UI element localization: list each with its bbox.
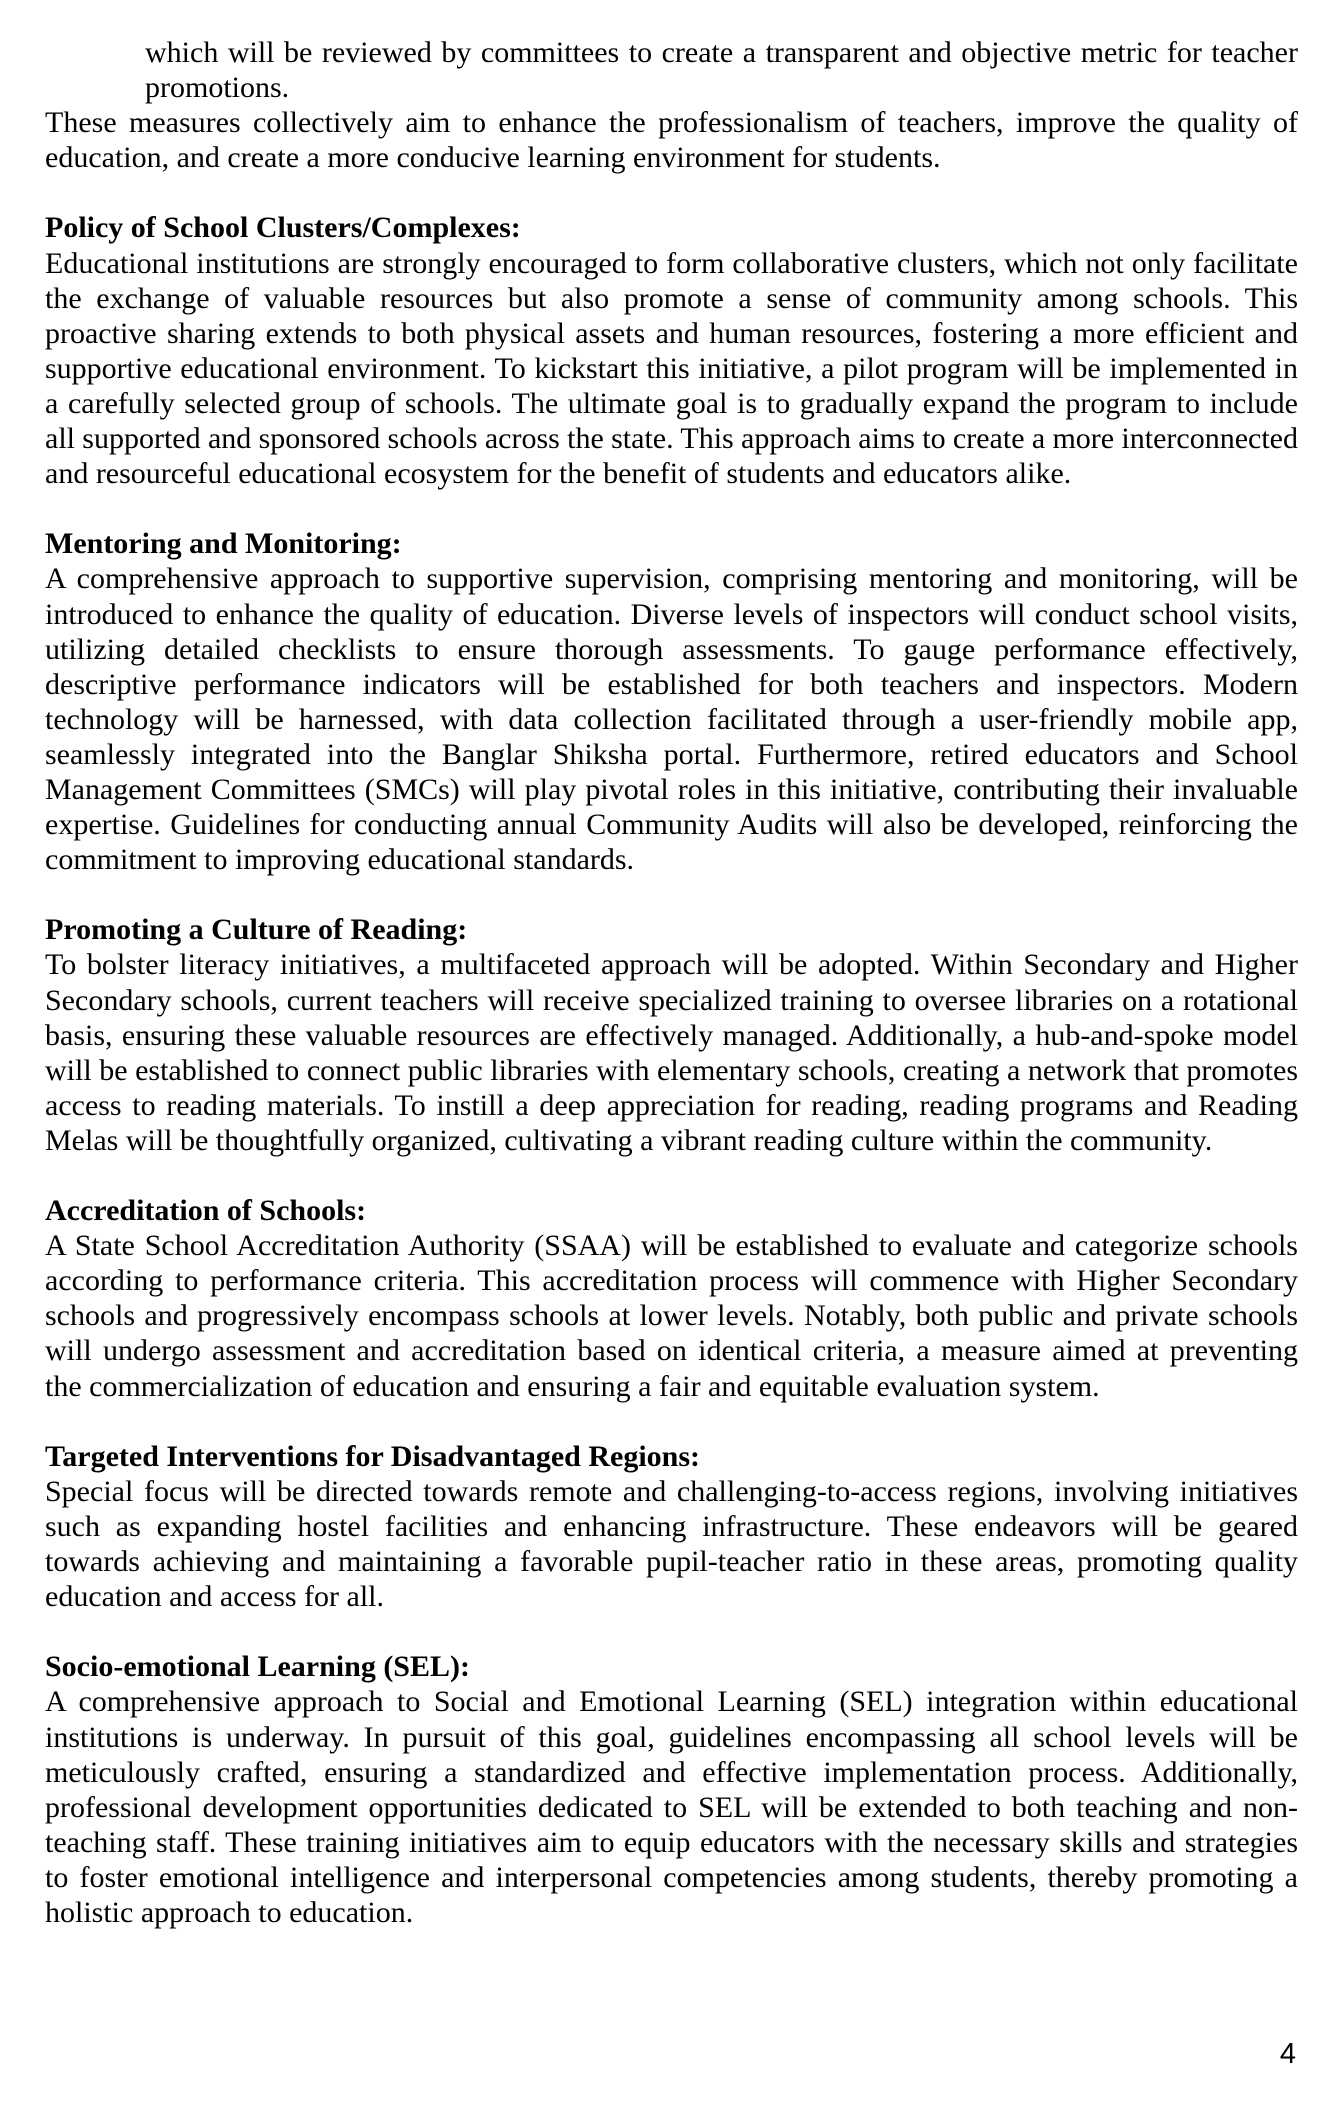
section-paragraph (45, 1474, 1298, 1614)
text-line (45, 456, 1298, 491)
text-line (45, 1544, 1298, 1579)
text-line (45, 386, 1298, 421)
text-line-content: introduced to enhance the quality of education. Diverse levels of inspectors will conduct school visits, (45, 597, 1298, 631)
text-line-content: the exchange of valuable resources but also promote a sense of community among schools. This (45, 281, 1298, 315)
text-line-content: Management Committees (SMCs) will play pivotal roles in this initiative, contributing their invaluable (45, 772, 1298, 806)
text-line (45, 1684, 1298, 1719)
text-line (45, 1369, 1298, 1404)
text-line-content: and resourceful educational ecosystem for the benefit of students and educators alike. (45, 457, 1072, 491)
text-line (45, 281, 1298, 316)
text-line (45, 807, 1298, 842)
text-line-content: To bolster literacy initiatives, a multifaceted approach will be adopted. Within Secondary and Higher (45, 948, 1298, 982)
text-line (45, 842, 1298, 877)
text-line-content: promotions. (145, 71, 290, 105)
text-line-content: utilizing detailed checklists to ensure thorough assessments. To gauge performance effectively, (45, 632, 1298, 666)
text-line (45, 702, 1298, 737)
text-line-content: according to performance criteria. This accreditation process will commence with Higher Secondary (45, 1264, 1298, 1298)
text-line (45, 1860, 1298, 1895)
text-line-content: A comprehensive approach to Social and Emotional Learning (SEL) integration within educational (45, 1685, 1298, 1719)
section-sel (45, 1649, 1298, 1930)
text-line (45, 561, 1298, 596)
section-paragraph (45, 1228, 1298, 1403)
text-line (45, 947, 1298, 982)
text-line (45, 70, 1298, 105)
text-line (45, 1263, 1298, 1298)
section-disadvantaged-regions (45, 1439, 1298, 1614)
text-line (45, 1509, 1298, 1544)
text-line (45, 1790, 1298, 1825)
text-line (45, 140, 1298, 175)
text-line-content: A comprehensive approach to supportive supervision, comprising mentoring and monitoring, will be (45, 562, 1298, 596)
sections (45, 210, 1298, 1930)
text-line (45, 1755, 1298, 1790)
section-paragraph (45, 1684, 1298, 1930)
text-line (45, 632, 1298, 667)
text-line-content: holistic approach to education. (45, 1895, 414, 1929)
text-line (45, 246, 1298, 281)
text-line (45, 1720, 1298, 1755)
text-line (45, 597, 1298, 632)
text-line-content: technology will be harnessed, with data collection facilitated through a user-friendly mobile app, (45, 702, 1298, 736)
section-school-clusters (45, 210, 1298, 491)
text-line-content: which will be reviewed by committees to create a transparent and objective metric for teacher (145, 36, 1298, 69)
section-heading: Targeted Interventions for Disadvantaged Regions: (45, 1439, 701, 1473)
section-culture-of-reading (45, 912, 1298, 1158)
text-line (45, 1825, 1298, 1860)
text-line-content: will undergo assessment and accreditation based on identical criteria, a measure aimed at preventing (45, 1334, 1298, 1368)
section-paragraph (45, 561, 1298, 877)
text-line-content: These measures collectively aim to enhance the professionalism of teachers, improve the quality of (45, 106, 1298, 140)
text-line-content: proactive sharing extends to both physical assets and human resources, fostering a more efficient and (45, 316, 1298, 350)
section-heading: Mentoring and Monitoring: (45, 527, 402, 561)
text-line-content: all supported and sponsored schools across the state. This approach aims to create a more interconnected (45, 422, 1298, 456)
text-line-content: such as expanding hostel facilities and enhancing infrastructure. These endeavors will be geared (45, 1509, 1298, 1543)
section-heading: Socio-emotional Learning (SEL): (45, 1650, 470, 1684)
text-line-content: seamlessly integrated into the Banglar Shiksha portal. Furthermore, retired educators and School (45, 737, 1298, 771)
text-line-content: basis, ensuring these valuable resources are effectively managed. Additionally, a hub-and-spoke model (45, 1018, 1298, 1052)
text-line (45, 983, 1298, 1018)
page-content (45, 35, 1298, 1930)
section-mentoring-monitoring (45, 526, 1298, 877)
text-line-content: schools and progressively encompass schools at lower levels. Notably, both public and private schools (45, 1299, 1298, 1333)
text-line-content: education and access for all. (45, 1580, 385, 1614)
text-line-content: Melas will be thoughtfully organized, cultivating a vibrant reading culture within the community. (45, 1123, 1213, 1157)
text-line-content: Special focus will be directed towards remote and challenging-to-access regions, involving initiatives (45, 1474, 1298, 1508)
list-item-continuation (45, 35, 1298, 105)
text-line (45, 667, 1298, 702)
page-number: 4 (1279, 2038, 1296, 2070)
text-line-content: A State School Accreditation Authority (SSAA) will be established to evaluate and categorize schools (45, 1229, 1298, 1263)
text-line-content: Secondary schools, current teachers will receive specialized training to oversee libraries on a rotational (45, 983, 1298, 1017)
section-accreditation (45, 1193, 1298, 1404)
text-line (45, 1895, 1298, 1930)
text-line (45, 1474, 1298, 1509)
text-line-content: the commercialization of education and ensuring a fair and equitable evaluation system. (45, 1369, 1100, 1403)
text-line (45, 1298, 1298, 1333)
text-line-content: professional development opportunities dedicated to SEL will be extended to both teaching and non- (45, 1790, 1298, 1824)
text-line (45, 1123, 1298, 1158)
text-line-content: expertise. Guidelines for conducting annual Community Audits will also be developed, reinforcing the (45, 808, 1298, 842)
text-line-content: to foster emotional intelligence and interpersonal competencies among students, thereby promoting a (45, 1860, 1298, 1894)
text-line-content: commitment to improving educational standards. (45, 843, 635, 877)
text-line (45, 1228, 1298, 1263)
text-line (45, 1053, 1298, 1088)
text-line (45, 1018, 1298, 1053)
text-line (45, 737, 1298, 772)
text-line-content: descriptive performance indicators will be established for both teachers and inspectors. Modern (45, 667, 1298, 701)
text-line (45, 1579, 1298, 1614)
section-heading: Promoting a Culture of Reading: (45, 913, 468, 947)
text-line (45, 1333, 1298, 1368)
section-paragraph (45, 947, 1298, 1158)
text-line (45, 105, 1298, 140)
text-line (45, 35, 1298, 70)
text-line (45, 316, 1298, 351)
text-line-content: institutions is underway. In pursuit of this goal, guidelines encompassing all school levels will be (45, 1720, 1298, 1754)
text-line-content: a carefully selected group of schools. The ultimate goal is to gradually expand the program to include (45, 386, 1298, 420)
text-line (45, 351, 1298, 386)
section-heading: Accreditation of Schools: (45, 1194, 367, 1228)
section-heading: Policy of School Clusters/Complexes: (45, 211, 521, 245)
text-line-content: supportive educational environment. To kickstart this initiative, a pilot program will be implemented in (45, 351, 1298, 385)
text-line-content: Educational institutions are strongly encouraged to form collaborative clusters, which not only facilitate (45, 246, 1298, 280)
text-line-content: teaching staff. These training initiatives aim to equip educators with the necessary skills and strategies (45, 1825, 1298, 1859)
text-line-content: education, and create a more conducive learning environment for students. (45, 141, 941, 175)
text-line-content: towards achieving and maintaining a favorable pupil-teacher ratio in these areas, promoting quality (45, 1545, 1298, 1579)
intro-paragraph (45, 105, 1298, 175)
text-line-content: meticulously crafted, ensuring a standardized and effective implementation process. Additionally, (45, 1755, 1298, 1789)
text-line (45, 1088, 1298, 1123)
text-line (45, 421, 1298, 456)
section-paragraph (45, 246, 1298, 492)
text-line-content: access to reading materials. To instill a deep appreciation for reading, reading programs and Reading (45, 1088, 1298, 1122)
text-line (45, 772, 1298, 807)
text-line-content: will be established to connect public libraries with elementary schools, creating a network that promotes (45, 1053, 1298, 1087)
